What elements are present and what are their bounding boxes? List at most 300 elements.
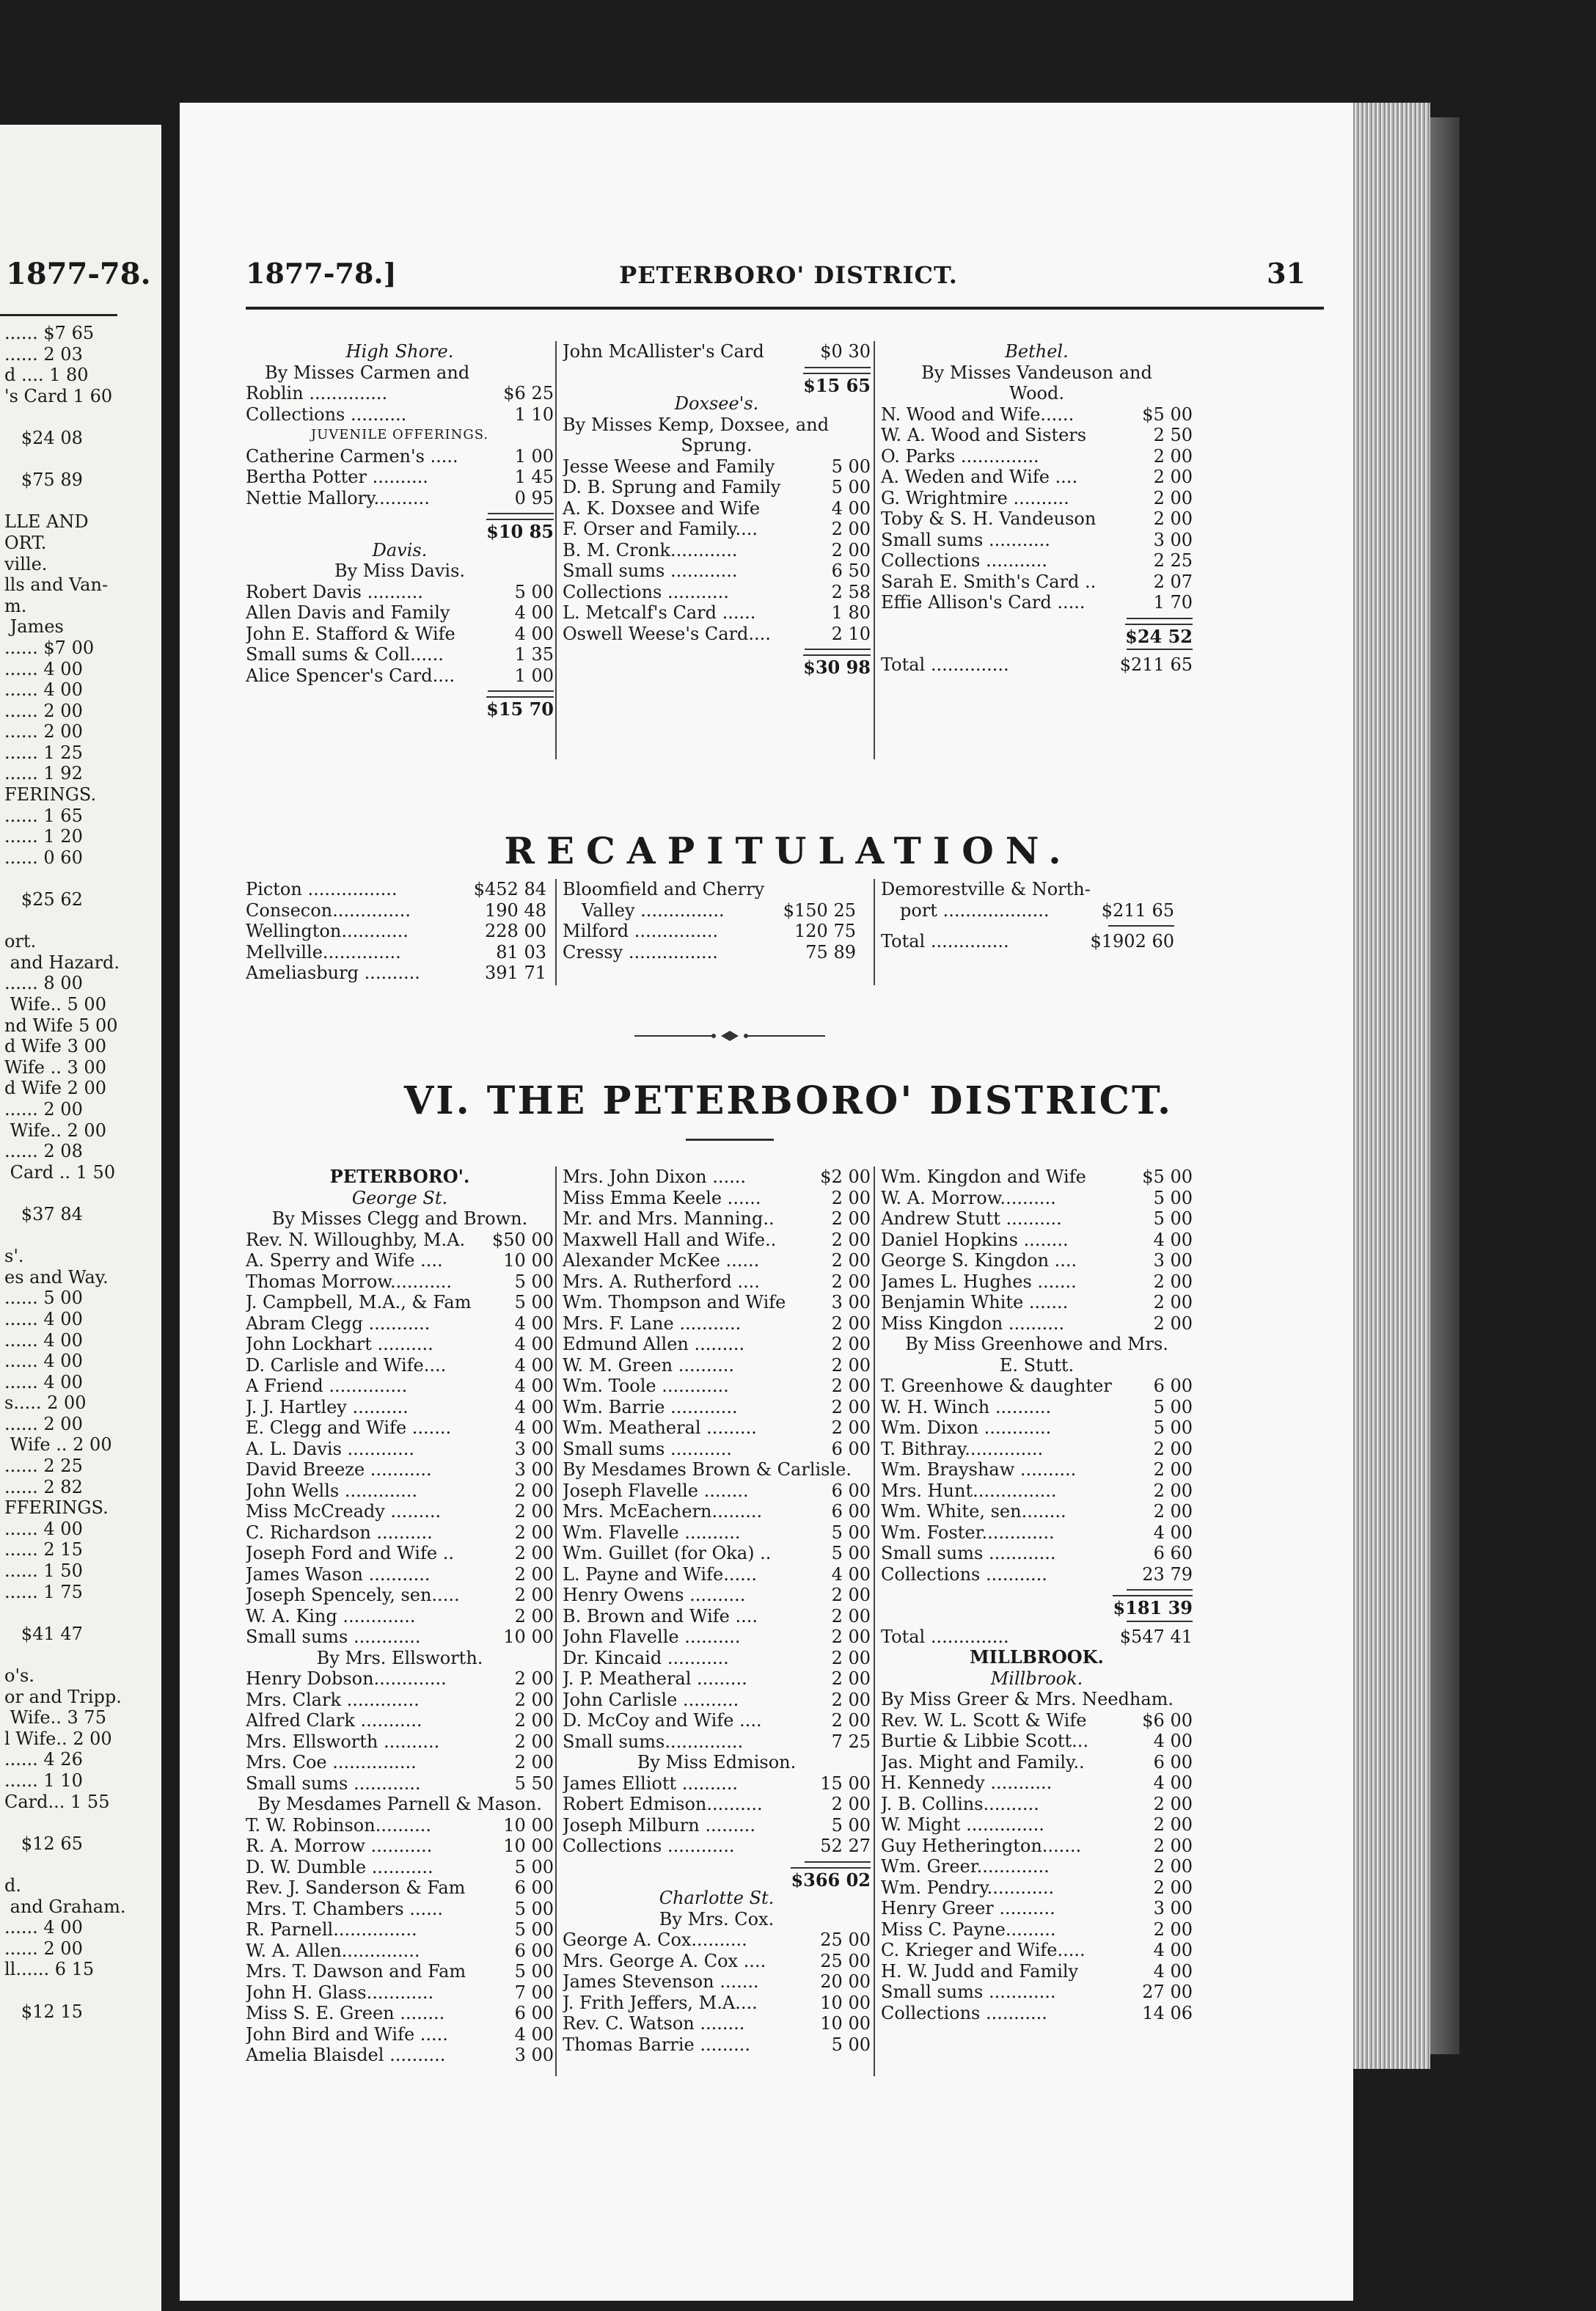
entry-name: Demorestville & North- xyxy=(881,879,1091,899)
entry-name: Milford ............... xyxy=(563,921,719,941)
left-page-line: l Wife.. 2 00 xyxy=(4,1728,112,1749)
entry-amount: 6 50 xyxy=(831,561,871,581)
entry-row xyxy=(563,477,871,498)
entry-amount: 3 00 xyxy=(1153,1250,1193,1271)
entry-amount: 2 00 xyxy=(1153,1835,1193,1856)
entry-name: Oswell Weese's Card.... xyxy=(563,623,771,644)
entry-row xyxy=(246,921,546,942)
entry-amount: 4 00 xyxy=(1153,1229,1193,1250)
entry-amount: 15 00 xyxy=(820,1773,871,1794)
entry-amount: 7 00 xyxy=(514,1982,554,2003)
left-page-line: lls and Van- xyxy=(4,574,109,596)
entry-name: Alexander McKee ...... xyxy=(563,1250,760,1271)
section-heading: Doxsee's. xyxy=(674,393,759,414)
left-page-line: ...... 2 25 xyxy=(4,1456,83,1477)
entry-name: Small sums ............ xyxy=(246,1773,421,1794)
entry-row xyxy=(563,624,871,645)
entry-name: Wm. Toole ............ xyxy=(563,1376,729,1396)
entry-amount: $211 65 xyxy=(1101,899,1174,921)
entry-amount: 5 00 xyxy=(831,1814,871,1836)
left-page-line xyxy=(4,1644,158,1665)
entry-name: Dr. Kincaid ........... xyxy=(563,1647,729,1668)
left-page-line: m. xyxy=(4,595,27,616)
entry-amount: 20 00 xyxy=(820,1971,871,1992)
entry-row xyxy=(246,1230,554,1251)
entry-amount: 2 00 xyxy=(514,1585,554,1605)
entry-row xyxy=(881,1208,1193,1230)
entry-row xyxy=(246,1439,554,1460)
header-year: 1877-78.] xyxy=(246,257,397,290)
entry-name: Henry Dobson............. xyxy=(246,1668,447,1689)
entry-row xyxy=(881,1814,1193,1836)
entry-name: Collections ........... xyxy=(563,581,729,602)
section-heading: By Miss Davis. xyxy=(334,561,466,581)
entry-row xyxy=(246,624,554,645)
entry-row xyxy=(881,654,1193,676)
entry-row xyxy=(563,1794,871,1815)
entry-amount: 4 00 xyxy=(514,1376,554,1396)
left-page-line xyxy=(4,1980,158,2001)
page-number: 31 xyxy=(1267,257,1306,290)
entry-row xyxy=(881,931,1174,952)
entry-row xyxy=(881,425,1193,446)
entry-amount: 4 00 xyxy=(1153,1940,1193,1960)
entry-row xyxy=(246,1543,554,1564)
left-page-rule xyxy=(0,314,117,316)
entry-amount: 2 00 xyxy=(831,1710,871,1731)
section-heading xyxy=(563,415,871,436)
entry-name: W. M. Green .......... xyxy=(563,1354,734,1376)
entry-row xyxy=(881,1230,1193,1251)
left-page-line: ...... 2 00 xyxy=(4,1413,83,1434)
entry-row xyxy=(563,1188,871,1209)
entry-name: Bloomfield and Cherry xyxy=(563,879,765,899)
left-page-line: and Graham. xyxy=(4,1896,126,1917)
entry-row xyxy=(246,1982,554,2004)
entry-row xyxy=(563,1710,871,1731)
entry-amount: 2 00 xyxy=(1153,1877,1193,1898)
district-title-rule xyxy=(686,1139,774,1141)
entry-row xyxy=(563,1167,871,1188)
entry-amount: $150 25 xyxy=(783,899,856,921)
entry-name: Total .............. xyxy=(881,1626,1009,1647)
entry-row xyxy=(881,1543,1193,1564)
section-heading: Sprung. xyxy=(681,435,753,456)
district-column-a xyxy=(246,1167,554,2066)
entry-name: C. Richardson .......... xyxy=(246,1522,433,1543)
entry-amount: 2 00 xyxy=(831,1271,871,1292)
entry-amount: 81 03 xyxy=(496,941,546,963)
left-page-line: LLE AND xyxy=(4,511,89,533)
entry-name: Wm. Greer............. xyxy=(881,1856,1050,1877)
entry-row xyxy=(881,1898,1193,1919)
left-page-line: 's Card 1 60 xyxy=(4,385,113,406)
entry-amount: 2 00 xyxy=(1153,467,1193,487)
entry-name: Wellington............ xyxy=(246,921,409,941)
entry-row xyxy=(881,1271,1193,1293)
entry-name: Wm. Flavelle .......... xyxy=(563,1522,741,1543)
entry-row xyxy=(563,1731,871,1753)
entry-row xyxy=(881,1731,1193,1752)
entry-amount: 6 00 xyxy=(514,1940,554,1961)
entry-row xyxy=(563,1292,871,1313)
entry-row xyxy=(246,1522,554,1544)
entry-amount: 5 00 xyxy=(514,581,554,602)
entry-name: Consecon.............. xyxy=(246,899,411,921)
entry-amount: 27 00 xyxy=(1142,1982,1193,2002)
entry-row xyxy=(563,1585,871,1606)
entry-name: Mellville.............. xyxy=(246,941,401,963)
left-page-line: ORT. xyxy=(4,532,47,553)
left-page-line: ...... $7 00 xyxy=(4,637,95,658)
entry-amount: 5 50 xyxy=(514,1773,554,1794)
entry-name: Mrs. F. Lane ........... xyxy=(563,1313,742,1334)
entry-amount: 3 00 xyxy=(514,2045,554,2065)
entry-amount: 4 00 xyxy=(514,623,554,644)
entry-amount: 3 00 xyxy=(1153,1898,1193,1918)
entry-amount: $15 65 xyxy=(803,373,871,394)
entry-name: F. Orser and Family.... xyxy=(563,519,758,539)
entry-amount: $547 41 xyxy=(1119,1626,1193,1647)
entry-row xyxy=(246,1376,554,1397)
left-page-line: FFERINGS. xyxy=(4,1497,109,1519)
left-page-line: ...... 4 00 xyxy=(4,1917,83,1938)
entry-amount: 5 00 xyxy=(831,2034,871,2055)
entry-amount: $452 84 xyxy=(473,879,546,899)
left-page-line: es and Way. xyxy=(4,1266,109,1288)
entry-row xyxy=(246,1459,554,1481)
entry-amount: $50 00 xyxy=(492,1229,554,1250)
entry-amount: 190 48 xyxy=(485,899,546,921)
entry-name: Edmund Allen ......... xyxy=(563,1334,745,1354)
left-page-line: ...... $7 65 xyxy=(4,323,95,343)
section-heading: By Mrs. Cox. xyxy=(659,1908,775,1930)
entry-amount: 1 45 xyxy=(514,467,554,487)
entry-name: W. Might .............. xyxy=(881,1814,1044,1835)
entry-row xyxy=(881,1982,1193,2003)
total-row xyxy=(246,696,554,718)
entry-row xyxy=(881,1292,1193,1313)
entry-name: Joseph Ford and Wife .. xyxy=(246,1543,454,1563)
district-column-c xyxy=(881,1167,1193,2023)
entry-name: Wm. Pendry............ xyxy=(881,1877,1055,1898)
entry-amount: 2 00 xyxy=(831,1250,871,1271)
entry-name: Effie Allison's Card ..... xyxy=(881,592,1086,613)
section-heading: E. Stutt. xyxy=(999,1354,1075,1376)
entry-name: Collections ............ xyxy=(563,1836,735,1856)
entry-row xyxy=(563,540,871,561)
entry-amount: 2 10 xyxy=(831,623,871,644)
entry-name: Collections ........... xyxy=(881,550,1047,571)
entry-row xyxy=(246,467,554,488)
entry-amount: 3 00 xyxy=(514,1438,554,1459)
entry-name: Joseph Milburn ......... xyxy=(563,1814,756,1836)
left-page-line: ...... 1 50 xyxy=(4,1560,83,1582)
entry-row xyxy=(246,879,546,900)
entry-amount: $30 98 xyxy=(803,654,871,676)
entry-row xyxy=(246,942,546,963)
district-title: VI. THE PETERBORO' DISTRICT. xyxy=(403,1078,1174,1123)
entry-row xyxy=(563,1627,871,1648)
section-heading: JUVENILE OFFERINGS. xyxy=(310,427,489,442)
section-heading: By Mesdames Parnell & Mason. xyxy=(257,1794,542,1814)
entry-name: Jesse Weese and Family xyxy=(563,456,775,477)
entry-amount: 4 00 xyxy=(1153,1731,1193,1751)
entry-name: Robert Davis .......... xyxy=(246,581,423,602)
entry-amount: 2 00 xyxy=(1153,1856,1193,1877)
entry-amount: 2 00 xyxy=(514,1731,554,1752)
entry-row xyxy=(881,1710,1193,1731)
entry-row xyxy=(246,1668,554,1690)
entry-row xyxy=(246,602,554,624)
entry-row xyxy=(246,1585,554,1606)
entry-row xyxy=(246,1941,554,1962)
entry-amount: 2 00 xyxy=(831,1627,871,1647)
entry-row xyxy=(881,530,1193,551)
entry-name: James Stevenson ....... xyxy=(563,1971,759,1992)
entry-row xyxy=(881,1439,1193,1460)
entry-name: A. K. Doxsee and Wife xyxy=(563,497,761,519)
entry-name: Benjamin White ....... xyxy=(881,1292,1069,1313)
entry-row xyxy=(881,1250,1193,1271)
section-heading: PETERBORO'. xyxy=(329,1167,470,1187)
entry-amount: 10 00 xyxy=(503,1814,554,1836)
entry-row xyxy=(246,446,554,467)
section-heading: By Misses Vandeuson and xyxy=(921,362,1152,383)
entry-amount: 75 89 xyxy=(805,941,856,963)
entry-row xyxy=(246,1836,554,1857)
entry-row xyxy=(246,1355,554,1376)
left-page-line: ...... 2 00 xyxy=(4,1098,83,1120)
entry-row xyxy=(881,1919,1193,1941)
book-cover-edge xyxy=(1430,117,1460,2054)
entry-amount: 4 00 xyxy=(831,497,871,519)
left-page-line: or and Tripp. xyxy=(4,1686,122,1707)
entry-row xyxy=(563,1208,871,1230)
left-page-line: Card .. 1 50 xyxy=(4,1161,116,1183)
entry-name: Miss S. E. Green ........ xyxy=(246,2003,445,2023)
entry-amount: 228 00 xyxy=(485,921,546,941)
entry-name: Miss Kingdon .......... xyxy=(881,1313,1065,1334)
left-page-line: ...... 5 00 xyxy=(4,1288,83,1309)
entry-amount: 4 00 xyxy=(1153,1960,1193,1982)
left-page-line: and Hazard. xyxy=(4,952,120,973)
entry-amount: $10 85 xyxy=(486,519,554,540)
entry-row xyxy=(881,1836,1193,1857)
entry-row xyxy=(563,1815,871,1836)
subtotal-rule xyxy=(881,613,1193,624)
entry-row xyxy=(563,1690,871,1711)
entry-name: Picton ................ xyxy=(246,879,398,899)
entry-amount: 6 00 xyxy=(514,1877,554,1898)
left-page-line: Wife .. 3 00 xyxy=(4,1056,106,1078)
entry-row xyxy=(881,1752,1193,1773)
entry-name: John E. Stafford & Wife xyxy=(246,623,455,644)
section-heading: By Misses Clegg and Brown. xyxy=(271,1208,528,1229)
subtotal-rule xyxy=(881,921,1174,931)
entry-amount: 2 00 xyxy=(514,1563,554,1585)
left-page-line: ...... 4 00 xyxy=(4,1371,83,1392)
entry-name: Abram Clegg ........... xyxy=(246,1313,431,1334)
entry-name: C. Krieger and Wife..... xyxy=(881,1940,1086,1960)
entry-name: George S. Kingdon .... xyxy=(881,1250,1077,1271)
entry-row xyxy=(246,1690,554,1711)
section-heading xyxy=(563,879,856,900)
entry-row xyxy=(563,1836,871,1857)
entry-row xyxy=(563,1355,871,1376)
entry-name: Burtie & Libbie Scott... xyxy=(881,1731,1089,1751)
entry-name: H. Kennedy ........... xyxy=(881,1773,1053,1793)
entry-row xyxy=(563,1313,871,1335)
entry-amount: 5 00 xyxy=(1153,1417,1193,1438)
section-heading: By Mrs. Ellsworth. xyxy=(316,1647,483,1668)
left-page-line: ...... 2 00 xyxy=(4,700,83,721)
entry-amount: 2 00 xyxy=(514,1710,554,1731)
entry-row xyxy=(881,1877,1193,1899)
entry-row xyxy=(246,1710,554,1731)
entry-row xyxy=(246,1564,554,1585)
entry-name: Rev. W. L. Scott & Wife xyxy=(881,1709,1087,1731)
entry-row xyxy=(246,582,554,603)
section-heading xyxy=(563,1459,871,1481)
entry-name: G. Wrightmire .......... xyxy=(881,487,1069,508)
left-page-lines xyxy=(4,323,158,2022)
entry-amount: 2 00 xyxy=(1153,1313,1193,1334)
left-page-line: d Wife 3 00 xyxy=(4,1036,107,1057)
entry-row xyxy=(563,1250,871,1271)
entry-amount: 4 00 xyxy=(1153,1522,1193,1543)
entry-name: Miss Emma Keele ...... xyxy=(563,1187,761,1208)
entry-amount: 52 27 xyxy=(820,1836,871,1856)
entry-name: Amelia Blaisdel .......... xyxy=(246,2045,446,2065)
entry-name: Wm. Meatheral ......... xyxy=(563,1417,757,1438)
entry-row xyxy=(246,488,554,509)
entry-name: Collections ........... xyxy=(881,1563,1047,1585)
left-page-line xyxy=(4,491,158,512)
left-page-line xyxy=(4,1602,158,1624)
entry-amount: 1 70 xyxy=(1153,592,1193,613)
entry-name: George A. Cox.......... xyxy=(563,1930,747,1950)
entry-name: port ................... xyxy=(900,899,1050,921)
entry-name: Wm. Foster............. xyxy=(881,1522,1055,1543)
entry-name: Small sums ........... xyxy=(563,1438,732,1459)
entry-name: R. Parnell............... xyxy=(246,1919,417,1940)
entry-name: Henry Owens .......... xyxy=(563,1585,746,1605)
entry-name: Alfred Clark ........... xyxy=(246,1710,422,1731)
entry-row xyxy=(563,1439,871,1460)
entry-row xyxy=(563,1606,871,1627)
entry-amount: 6 00 xyxy=(1153,1751,1193,1773)
entry-amount: 2 00 xyxy=(1153,1459,1193,1480)
entry-row xyxy=(881,1773,1193,1794)
left-page-line: $24 08 xyxy=(4,427,83,448)
entry-name: Roblin .............. xyxy=(246,383,388,404)
entry-amount: 2 58 xyxy=(831,581,871,602)
entry-row xyxy=(881,1940,1193,1961)
entry-row xyxy=(246,1313,554,1335)
entry-row xyxy=(246,1731,554,1753)
entry-name: Miss C. Payne......... xyxy=(881,1918,1056,1940)
column-c xyxy=(881,341,1193,676)
left-page-year: 1877-78. xyxy=(6,257,151,291)
entry-name: John Flavelle .......... xyxy=(563,1627,741,1647)
entry-amount: 4 00 xyxy=(831,1563,871,1585)
entry-amount: 4 00 xyxy=(1153,1773,1193,1793)
left-page-line xyxy=(4,1225,158,1246)
left-page-line: ...... 1 75 xyxy=(4,1581,83,1602)
entry-name: O. Parks .............. xyxy=(881,445,1039,467)
entry-row xyxy=(246,1606,554,1627)
entry-name: Jas. Might and Family.. xyxy=(881,1751,1085,1773)
left-page-line: $12 65 xyxy=(4,1833,83,1854)
entry-name: Small sums ............ xyxy=(881,1982,1056,2002)
entry-name: L. Payne and Wife...... xyxy=(563,1563,757,1585)
subtotal-rule xyxy=(563,362,871,373)
left-page-line xyxy=(4,449,158,470)
main-page xyxy=(180,103,1353,2301)
entry-name: Wm. White, sen........ xyxy=(881,1501,1066,1522)
entry-row xyxy=(246,404,554,426)
left-page-fragment xyxy=(0,125,161,2311)
column-divider xyxy=(555,1167,557,2076)
entry-name: David Breeze ........... xyxy=(246,1459,432,1480)
entry-name: By Misses Kemp, Doxsee, and xyxy=(563,414,830,435)
entry-amount: 10 00 xyxy=(503,1627,554,1647)
entry-amount: $181 39 xyxy=(1113,1595,1193,1616)
entry-row xyxy=(881,508,1193,530)
entry-row xyxy=(563,1930,871,1951)
left-page-line: o's. xyxy=(4,1665,34,1686)
left-page-line: ...... 1 65 xyxy=(4,805,83,826)
total-row xyxy=(563,373,871,394)
entry-row xyxy=(246,1334,554,1355)
entry-name: John Carlisle .......... xyxy=(563,1689,739,1710)
entry-amount: 1 00 xyxy=(514,445,554,467)
entry-name: B. Brown and Wife .... xyxy=(563,1605,758,1627)
entry-name: Mrs. George A. Cox .... xyxy=(563,1950,766,1971)
left-page-line: s'. xyxy=(4,1246,24,1267)
left-page-line: ...... 2 08 xyxy=(4,1141,83,1162)
entry-amount: $211 65 xyxy=(1119,654,1193,675)
entry-amount: 2 00 xyxy=(1153,1271,1193,1292)
entry-row xyxy=(246,665,554,687)
entry-name: Mrs. A. Rutherford .... xyxy=(563,1271,760,1292)
entry-amount: 2 00 xyxy=(831,519,871,539)
left-page-line: ...... 1 92 xyxy=(4,763,83,784)
entry-amount: 2 00 xyxy=(831,1313,871,1334)
entry-amount: 2 00 xyxy=(1153,1292,1193,1313)
entry-row xyxy=(246,2003,554,2024)
left-page-line xyxy=(4,868,158,889)
entry-row xyxy=(246,1899,554,1920)
entry-row xyxy=(881,1188,1193,1209)
entry-row xyxy=(246,900,546,921)
entry-name: Wm. Barrie ............ xyxy=(563,1396,738,1417)
entry-row xyxy=(563,582,871,603)
entry-row xyxy=(563,519,871,540)
entry-row xyxy=(246,1815,554,1836)
total-row xyxy=(881,1595,1193,1616)
entry-row xyxy=(246,2045,554,2066)
entry-amount: 2 00 xyxy=(831,539,871,561)
left-page-line: ...... 2 00 xyxy=(4,1938,83,1959)
left-page-line: Wife.. 5 00 xyxy=(4,994,106,1015)
entry-name: Small sums ............ xyxy=(563,561,738,581)
entry-amount: 2 00 xyxy=(831,1605,871,1627)
subtotal-rule xyxy=(881,1616,1193,1627)
entry-name: N. Wood and Wife...... xyxy=(881,404,1075,425)
entry-amount: 6 00 xyxy=(514,2003,554,2023)
